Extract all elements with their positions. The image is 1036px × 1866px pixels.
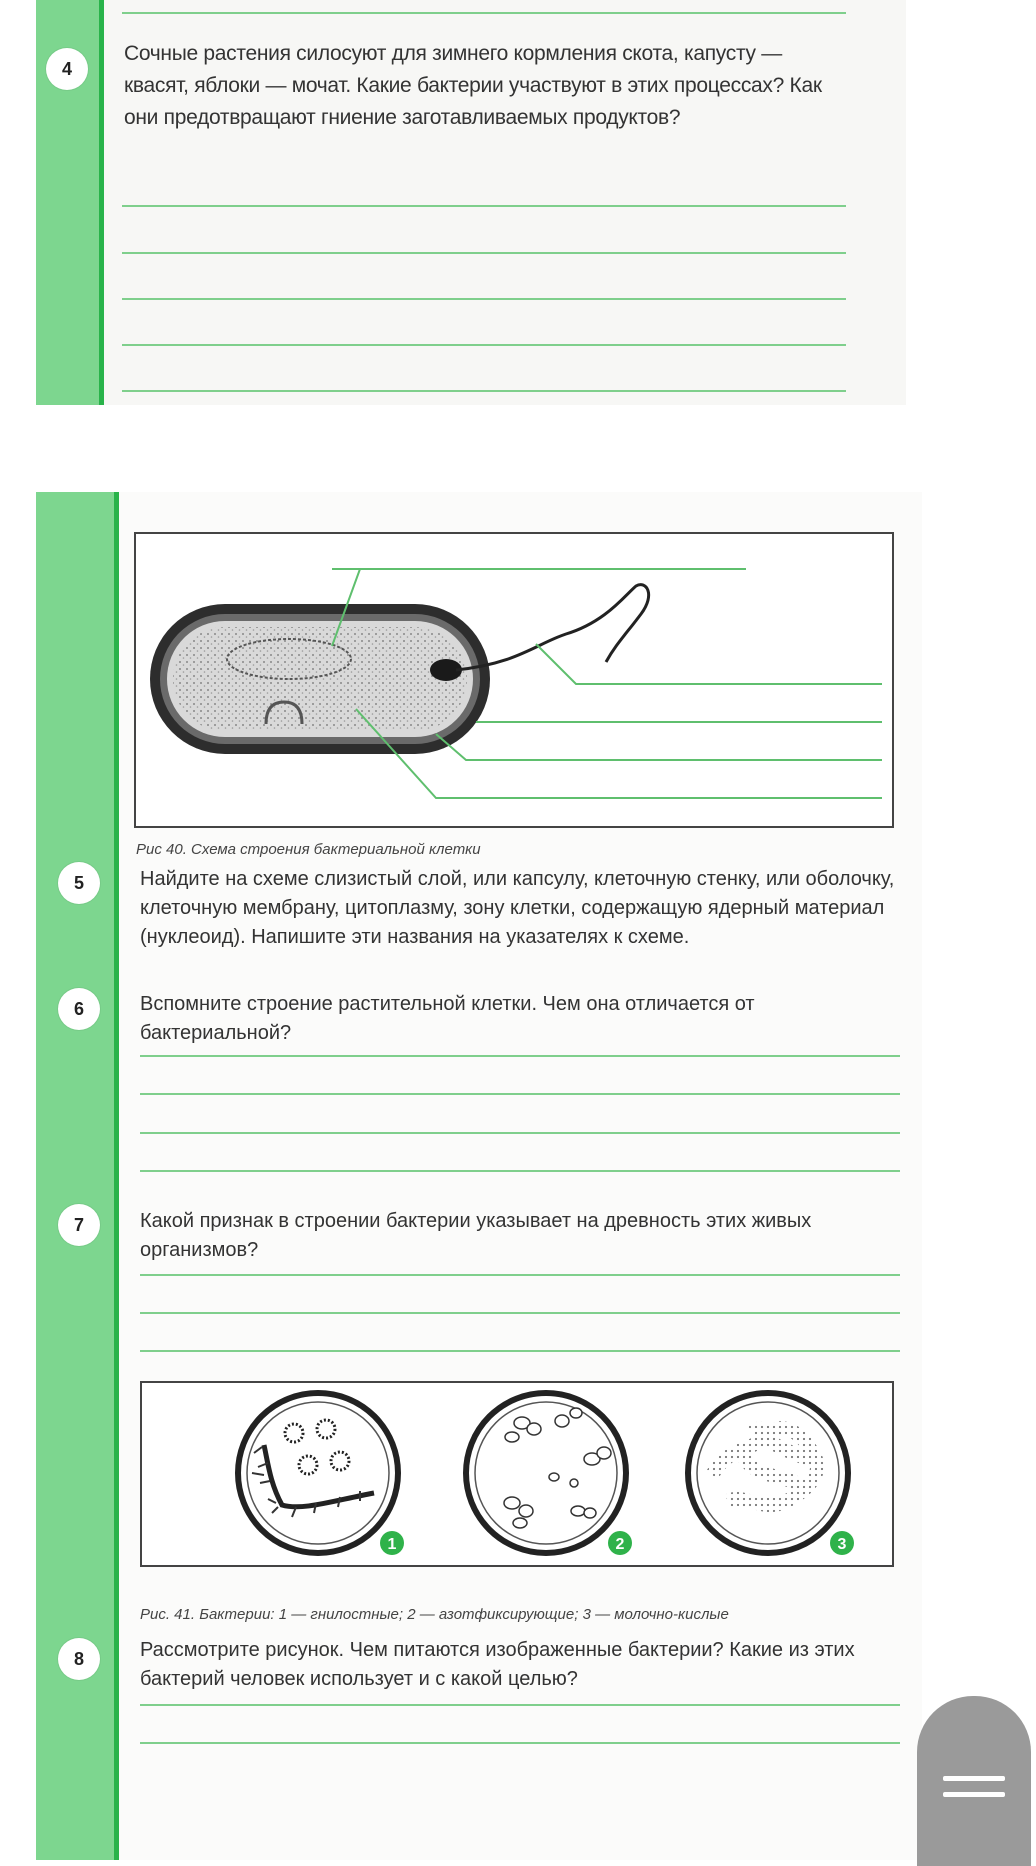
petri-dish-1	[238, 1393, 398, 1553]
answer-line[interactable]	[140, 1350, 900, 1352]
green-margin-edge	[114, 492, 119, 1860]
question-6-text: Вспомните строение растительной клетки. Чем она отличается от бактериальной?	[140, 993, 755, 1044]
question-number-8: 8	[58, 1638, 100, 1680]
pointer-line	[436, 734, 882, 760]
answer-line[interactable]	[140, 1742, 900, 1744]
answer-line[interactable]	[140, 1093, 900, 1095]
question-number-7: 7	[58, 1204, 100, 1246]
figure-41-caption: Рис. 41. Бактерии: 1 — гнилостные; 2 — азотфиксирующие; 3 — молочно-кислые	[140, 1606, 729, 1623]
figure-41-bacteria	[140, 1381, 894, 1567]
petri-dish-2	[466, 1393, 626, 1553]
menu-bar-icon	[943, 1792, 1005, 1797]
answer-line[interactable]	[140, 1055, 900, 1057]
pointer-line	[536, 644, 882, 684]
answer-line	[122, 12, 846, 14]
question-7-text: Какой признак в строении бактерии указывает на древность этих живых организмов?	[140, 1210, 812, 1261]
question-8-text: Рассмотрите рисунок. Чем питаются изображенные бактерии? Какие из этих бактерий человек использует и с какой целью?	[140, 1639, 855, 1690]
answer-line[interactable]	[122, 205, 846, 207]
question-number-5: 5	[58, 862, 100, 904]
question-number-6: 6	[58, 988, 100, 1030]
answer-line[interactable]	[122, 344, 846, 346]
answer-line[interactable]	[140, 1704, 900, 1706]
floating-menu-button[interactable]	[917, 1696, 1031, 1866]
answer-line[interactable]	[122, 298, 846, 300]
workbook-page-top	[36, 0, 906, 405]
figure-40-bacterial-cell	[134, 532, 894, 828]
bacterial-cell-diagram	[136, 534, 892, 826]
badge-3-label: 3	[837, 1536, 847, 1553]
answer-line[interactable]	[140, 1170, 900, 1172]
bacteria-dishes	[142, 1383, 892, 1565]
badge-2-label: 2	[615, 1536, 625, 1553]
workbook-page-bottom	[36, 492, 922, 1860]
question-5-text: Найдите на схеме слизистый слой, или капсулу, клеточную стенку, или оболочку, клеточную мембрану, цитоплазму, зону клетки, содержащую ядерный материал (нуклеоид). Напишите эти названия на указателях к схеме.	[140, 868, 895, 948]
figure-40-caption: Рис 40. Схема строения бактериальной клетки	[136, 841, 481, 858]
badge-1-label: 1	[387, 1536, 397, 1553]
question-4-text: Сочные растения силосуют для зимнего кормления скота, капусту — квасят, яблоки — мочат. Какие бактерии участвуют в этих процессах? Как они предотвращают гниение заготавливаемых продуктов?	[124, 42, 822, 129]
petri-dish-3	[688, 1393, 848, 1553]
question-number-4: 4	[46, 48, 88, 90]
answer-line[interactable]	[122, 252, 846, 254]
menu-bar-icon	[943, 1776, 1005, 1781]
answer-line[interactable]	[140, 1132, 900, 1134]
answer-line[interactable]	[122, 390, 846, 392]
green-margin-edge	[99, 0, 104, 405]
answer-line[interactable]	[140, 1274, 900, 1276]
answer-line[interactable]	[140, 1312, 900, 1314]
